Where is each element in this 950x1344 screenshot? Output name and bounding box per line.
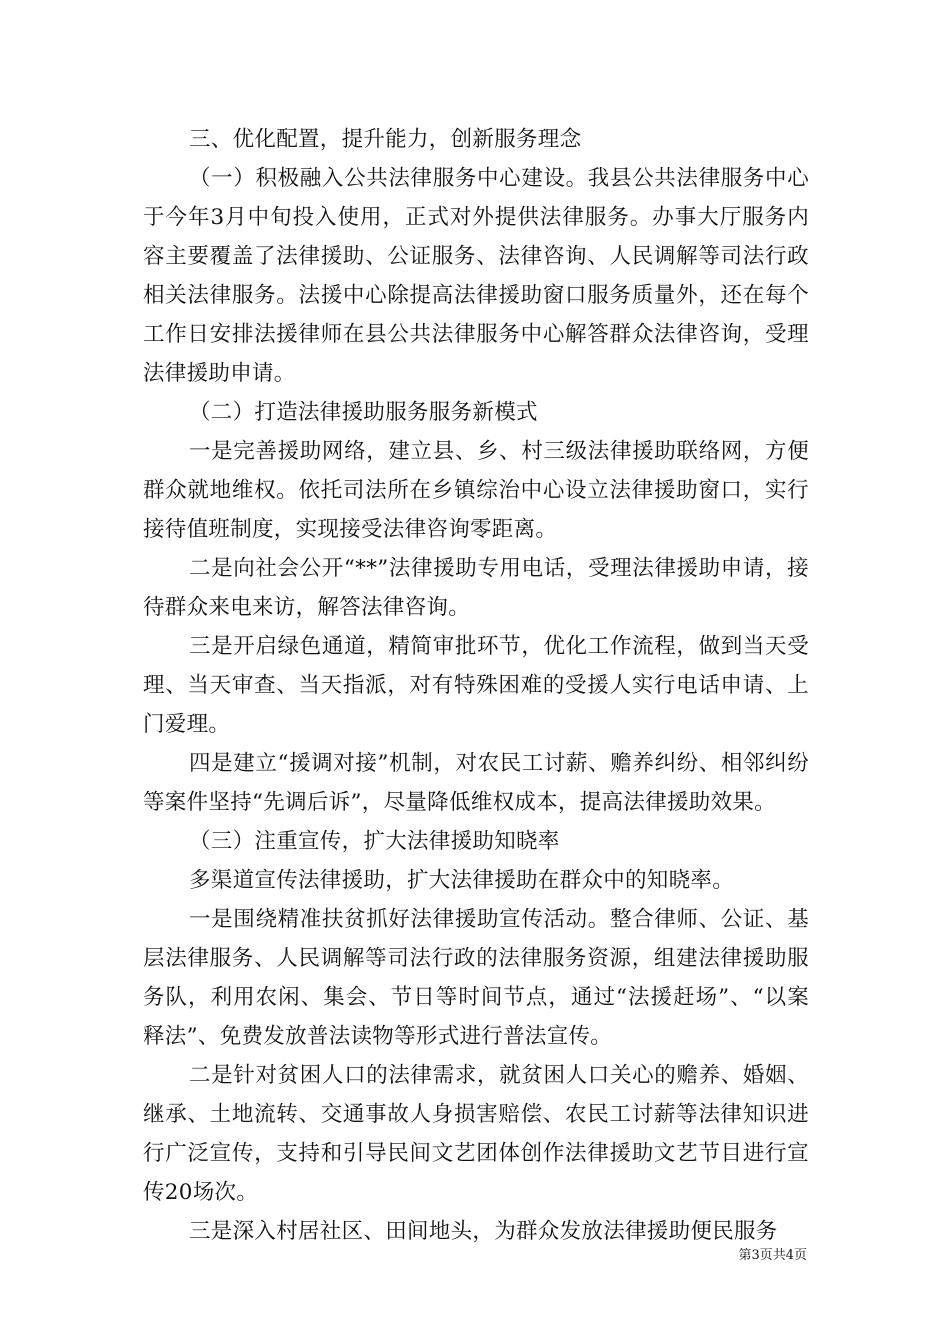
paragraph: 多渠道宣传法律援助，扩大法律援助在群众中的知晓率。 <box>189 868 735 893</box>
page-number: 第3页共4页 <box>738 1248 807 1263</box>
subsection-heading: （二）打造法律援助服务服务新模式 <box>189 400 538 425</box>
paragraph: 四是建立“援调对接”机制，对农民工讨薪、赡养纠纷、相邻纠纷等案件坚持“先调后诉”，尽量降低维权成本，提高法律援助效果。 <box>143 751 809 815</box>
paragraph: 二是针对贫困人口的法律需求，就贫困人口关心的赡养、婚姻、继承、土地流转、交通事故人身损害赔偿、农民工讨薪等法律知识进行广泛宣传，支持和引导民间文艺团体创作法律援助文艺节目进行宣传20场次。 <box>143 1063 809 1205</box>
paragraph: 一是完善援助网络，建立县、乡、村三级法律援助联络网，方便群众就地维权。依托司法所在乡镇综治中心设立法律援助窗口，实行接待值班制度，实现接受法律咨询零距离。 <box>143 439 809 542</box>
document-body <box>143 120 809 1251</box>
paragraph: 三是深入村居社区、田间地头，为群众发放法律援助便民服务 <box>189 1219 778 1244</box>
paragraph: （一）积极融入公共法律服务中心建设。我县公共法律服务中心于今年3月中旬投入使用，正式对外提供法律服务。办事大厅服务内容主要覆盖了法律援助、公证服务、法律咨询、人民调解等司法行政相关法律服务。法援中心除提高法律援助窗口服务质量外，还在每个工作日安排法援律师在县公共法律服务中心解答群众法律咨询，受理法律援助申请。 <box>143 166 809 386</box>
paragraph: 二是向社会公开“**”法律援助专用电话，受理法律援助申请，接待群众来电来访，解答法律咨询。 <box>143 556 809 620</box>
section-heading: 三、优化配置，提升能力，创新服务理念 <box>189 127 582 152</box>
paragraph: 三是开启绿色通道，精简审批环节，优化工作流程，做到当天受理、当天审查、当天指派，对有特殊困难的受援人实行电话申请、上门爱理。 <box>143 634 809 737</box>
subsection-heading: （三）注重宣传，扩大法律援助知晓率 <box>189 829 560 854</box>
paragraph: 一是围绕精准扶贫抓好法律援助宣传活动。整合律师、公证、基层法律服务、人民调解等司法行政的法律服务资源，组建法律援助服务队，利用农闲、集会、节日等时间节点，通过“法援赶场”、“以案释法”、免费发放普法读物等形式进行普法宣传。 <box>143 907 809 1049</box>
